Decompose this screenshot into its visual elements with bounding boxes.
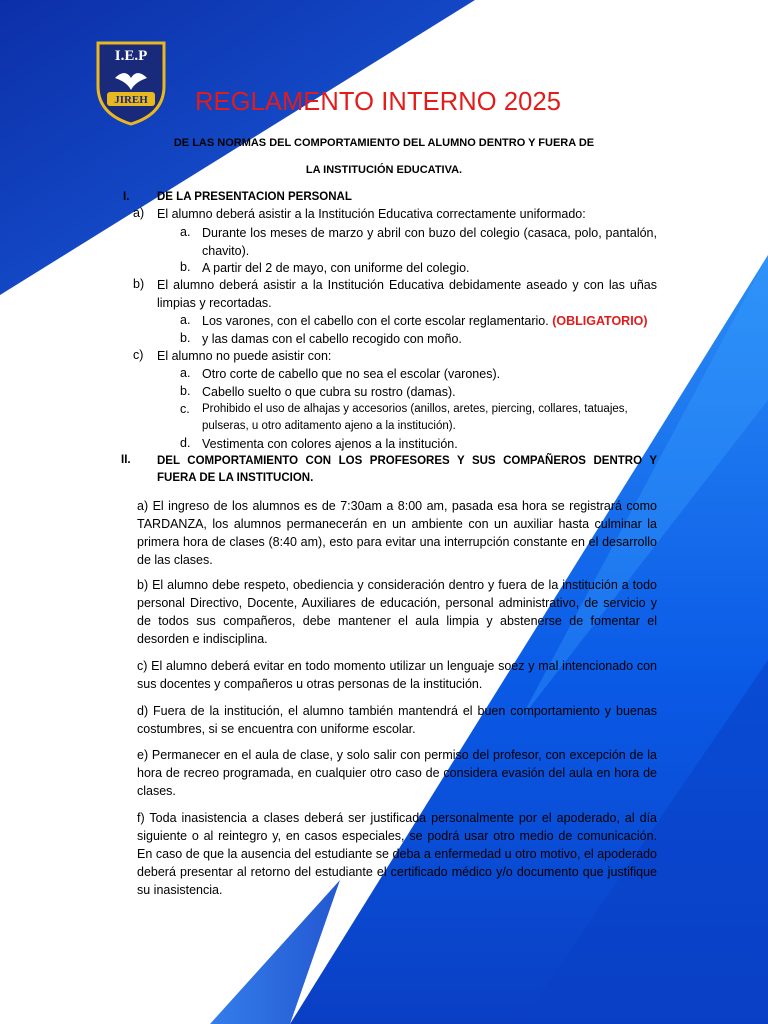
item-a-sub-a-text: Durante los meses de marzo y abril con buzo del colegio (casaca, polo, pantalón, chavito). bbox=[202, 226, 657, 258]
section-2-paragraph-d: d) Fuera de la institución, el alumno también mantendrá el buen comportamiento y buenas costumbres, si se encuentra con uniforme escolar. bbox=[137, 704, 657, 736]
subtitle-line-1: DE LAS NORMAS DEL COMPORTAMIENTO DEL ALUMNO DENTRO Y FUERA DE bbox=[173, 137, 595, 149]
item-c-sub-b-marker: b. bbox=[180, 384, 191, 398]
section-2-paragraph-f: f) Toda inasistencia a clases deberá ser justificada personalmente por el apoderado, al día siguiente o al reintegro y, en casos especiales, se podrá usar otro medio de comunicación. En caso de que la ausencia del estudiante se deba a enfermedad u otro motivo, el apoderado deberá presentar al retorno del estudiante el certificado médico y/o documento que justifique su inasistencia. bbox=[137, 811, 657, 897]
item-c-sub-d-marker: d. bbox=[180, 436, 191, 450]
item-c-sub-c-marker: c. bbox=[180, 402, 190, 416]
item-c-sub-b-text: Cabello suelto o que cubra su rostro (damas). bbox=[202, 385, 456, 399]
document-title: REGLAMENTO INTERNO 2025 bbox=[195, 88, 562, 116]
section-2-number: II. bbox=[121, 454, 131, 466]
item-a-marker: a) bbox=[133, 206, 145, 220]
subtitle-line-2: LA INSTITUCIÓN EDUCATIVA. bbox=[305, 164, 463, 176]
section-2-title: DEL COMPORTAMIENTO CON LOS PROFESORES Y SUS COMPAÑEROS DENTRO Y FUERA DE LA INSTITUCION. bbox=[157, 455, 657, 484]
section-1-number: I. bbox=[123, 191, 130, 203]
item-b-marker: b) bbox=[133, 277, 145, 291]
item-c-sub-a-marker: a. bbox=[180, 366, 191, 380]
item-a-text: El alumno deberá asistir a la Institución Educativa correctamente uniformado: bbox=[157, 207, 586, 221]
item-b-sub-a-main: Los varones, con el cabello con el corte escolar reglamentario. bbox=[202, 314, 549, 328]
item-c-sub-d-text: Vestimenta con colores ajenos a la institución. bbox=[202, 437, 458, 451]
section-1-title: DE LA PRESENTACION PERSONAL bbox=[157, 191, 352, 203]
section-2-paragraph-c: c) El alumno deberá evitar en todo momento utilizar un lenguaje soez y mal intencionado con sus docentes y compañeros u otras personas de la institución. bbox=[137, 659, 657, 691]
item-c-marker: c) bbox=[133, 348, 144, 362]
item-c-sub-a-text: Otro corte de cabello que no sea el escolar (varones). bbox=[202, 367, 501, 381]
item-a-sub-a-marker: a. bbox=[180, 225, 191, 239]
item-a-sub-b-marker: b. bbox=[180, 260, 191, 274]
item-b-sub-b-marker: b. bbox=[180, 331, 191, 345]
item-b-text: El alumno deberá asistir a la Institución Educativa debidamente aseado y con las uñas limpias y recortadas. bbox=[157, 278, 657, 310]
logo-text-bottom: JIREH bbox=[114, 94, 148, 106]
item-a-sub-b-text: A partir del 2 de mayo, con uniforme del colegio. bbox=[202, 261, 470, 275]
item-b-sub-b-text: y las damas con el cabello recogido con moño. bbox=[202, 332, 462, 346]
school-crest-logo bbox=[95, 38, 167, 126]
section-2-paragraph-e: e) Permanecer en el aula de clase, y solo salir con permiso del profesor, con excepción de la hora de recreo programada, en cualquier otro caso de considera evasión del aula en hora de clases. bbox=[137, 748, 657, 798]
section-2-paragraph-b: b) El alumno debe respeto, obediencia y consideración dentro y fuera de la institución a todo personal Directivo, Docente, Auxiliares de educación, personal administrativo, de servicio y de todos sus compañeros, debe mantener el aula limpia y abstenerse de fomentar el desorden e indisciplina. bbox=[137, 578, 657, 646]
obligatorio-emphasis: (OBLIGATORIO) bbox=[552, 314, 648, 328]
section-2-paragraph-a: a) El ingreso de los alumnos es de 7:30am a 8:00 am, pasada esa hora se registrará como TARDANZA, los alumnos permanecerán en un ambiente con un auxiliar hasta culminar la primera hora de clases (8:40 am), esto para evitar una interrupción constante en el desarrollo de las clases. bbox=[137, 499, 657, 567]
item-c-text: El alumno no puede asistir con: bbox=[157, 349, 332, 363]
item-b-sub-a-text bbox=[202, 312, 648, 330]
item-b-sub-a-marker: a. bbox=[180, 313, 191, 327]
item-c-sub-c-text: Prohibido el uso de alhajas y accesorios (anillos, aretes, piercing, collares, tatuajes, pulseras, u otro aditamento ajeno a la institución). bbox=[202, 403, 628, 432]
logo-text-top: I.E.P bbox=[114, 48, 148, 64]
